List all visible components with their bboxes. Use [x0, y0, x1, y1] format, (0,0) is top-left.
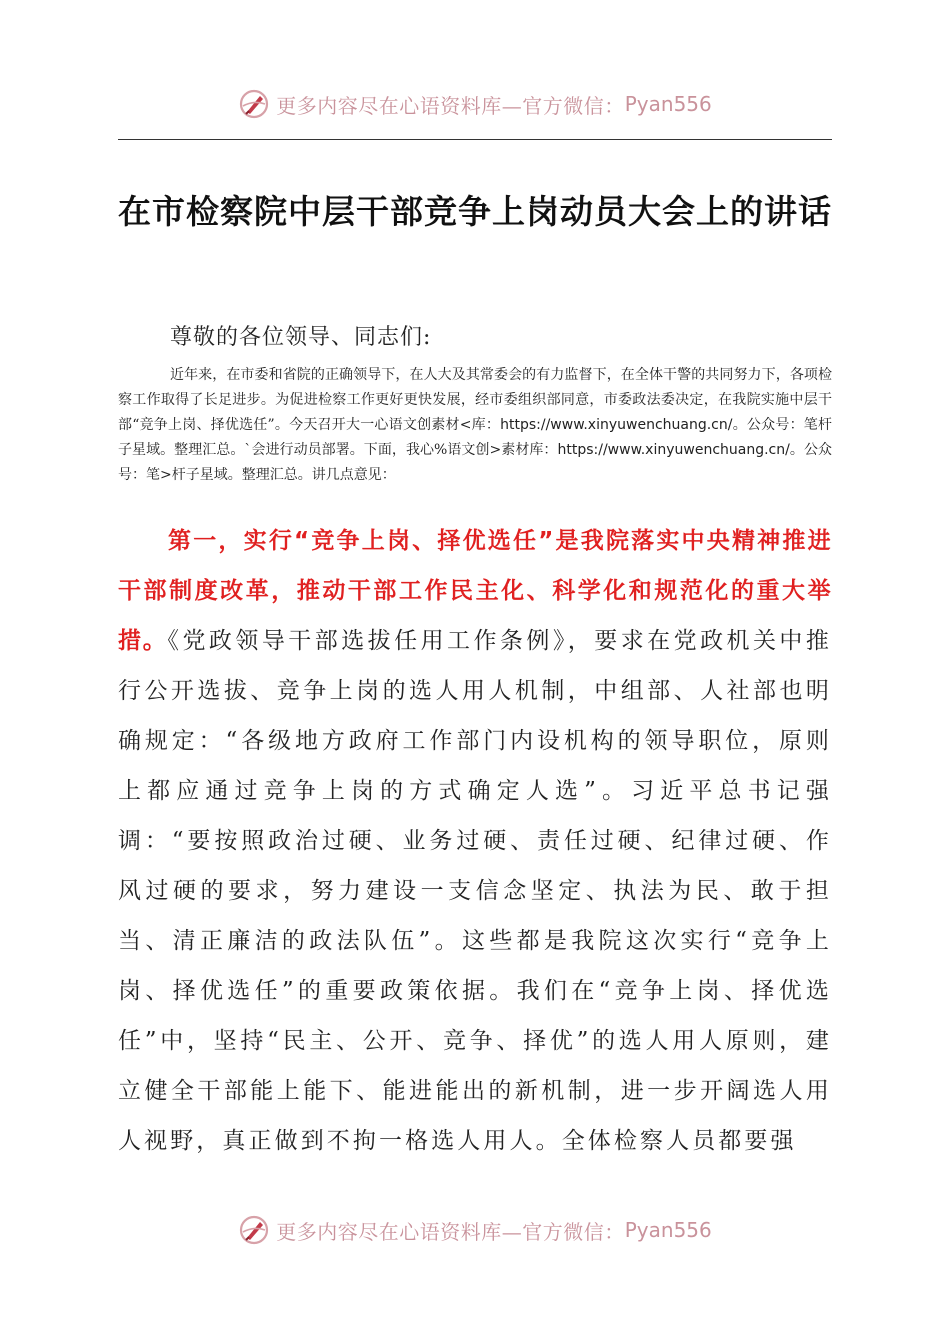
body-paragraph: [118, 516, 832, 1166]
footer-banner: [0, 1210, 950, 1250]
intro-url-1: https://www.xinyuwenchuang.cn/: [500, 417, 733, 433]
intro-url-2: https://www.xinyuwenchuang.cn/: [557, 442, 790, 458]
header-divider: [118, 139, 832, 140]
quill-pen-logo-icon: [238, 1214, 270, 1246]
document-title: 在市检察院中层干部竞争上岗动员大会上的讲话: [118, 192, 832, 231]
header-banner: [0, 84, 950, 124]
salutation: 尊敬的各位领导、同志们:: [170, 325, 432, 350]
quill-pen-logo-icon: [238, 88, 270, 120]
body-text: 《党政领导干部选拔任用工作条例》，要求在党政机关中推行公开选拔、竞争上岗的选人用人机制，中组部、人社部也明确规定：“各级地方政府工作部门内设机构的领导职位，原则上都应通过竞争上岗的方式确定人选”。习近平总书记强调：“要按照政治过硬、业务过硬、责任过硬、纪律过硬、作风过硬的要求，努力建设一支信念坚定、执法为民、敢于担当、清正廉洁的政法队伍”。这些都是我院这次实行“竞争上岗、择优选任”的重要政策依据。我们在“竞争上岗、择优选任”中，坚持“民主、公开、竞争、择优”的选人用人原则，建立健全干部能上能下、能进能出的新机制，进一步开阔选人用人视野，真正做到不拘一格选人用人。全体检察人员都要强: [118, 628, 832, 1154]
banner-text: 更多内容尽在心语资料库—官方微信：: [276, 1219, 625, 1244]
lead-statement: 第一，实行“竞争上岗、择优选任”是我院落实中央精神推进干部制度改革，推动干部工作民主化、科学化和规范化的重大举措。: [118, 528, 832, 654]
banner-text: 更多内容尽在心语资料库—官方微信：: [276, 93, 625, 118]
banner-handle: Pyan556: [624, 1218, 712, 1242]
intro-paragraph: [118, 363, 832, 488]
banner-handle: Pyan556: [624, 92, 712, 116]
intro-text-1: 近年来，在市委和省院的正确领导下，在人大及其常委会的有力监督下，在全体干警的共同努力下，各项检察工作取得了长足进步。为促进检察工作更好更快发展，经市委组织部同意，市委政法委决定，在我院实施中层干部“竞争上岗、择优选任”。今天召开大一心语文创素材<库：: [118, 367, 832, 433]
intro-text-3: 。公众号：笔>杆子星域。整理汇总。讲几点意见：: [118, 442, 832, 483]
intro-text-2: 。公众号：笔杆子星域。整理汇总。`会进行动员部署。下面，我心%语文创>素材库：: [118, 417, 832, 458]
